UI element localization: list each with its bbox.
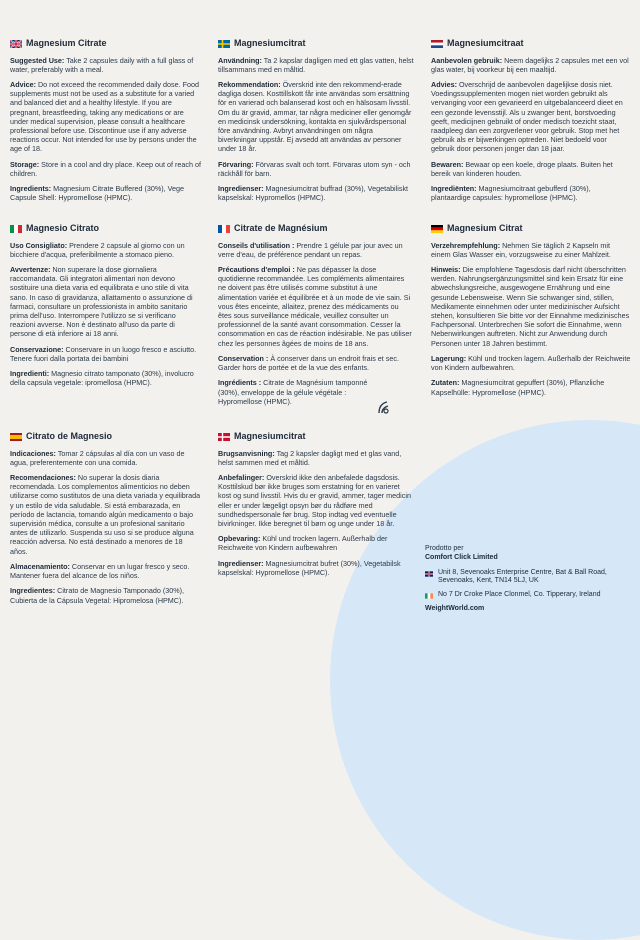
panel-it-usage: Uso Consigliato: Prendere 2 capsule al giorno con un bicchiere d'acqua, preferibilmente a stomaco pieno.	[10, 240, 185, 259]
panel-fr-ingredients: Ingrédients : Citrate de Magnésium tamponné (30%), enveloppe de la gélule végétale : Hypromellose (HPMC).	[218, 378, 368, 406]
produced-for-label: Prodotto per	[425, 545, 464, 552]
panel-it	[10, 223, 202, 394]
panel-nl-advice: Advies: Overschrijd de aanbevolen dagelijkse dosis niet. Voedingssupplementen mogen niet worden gebruikt als vervanging voor een gevarieerd en uitgebalanceerd dieet en een gezonde levensstijl. Als u zwanger bent, borstvoeding geeft, medicijnen gebruikt of onder medisch toezicht staat, raadpleeg dan een zorgverlener voor gebruik. Stop met het gebruik als er bijwerkingen optreden. Niet bedoeld voor gebruik door personen jonger dan 18 jaar.	[431, 79, 623, 154]
panel-fr	[218, 223, 414, 412]
panel-es-advice: Recomendaciones: No superar la dosis diaria recomendada. Los complementos alimenticios no deben utilizarse como sustitutos de una dieta variada y equilibrada y un estilo de vida saludable. Si está embarazada, en período de lactancia, tomando algún medicamento o bajo supervisión médica, consulte a un profesional sanitario antes de utilizarlo. Suspenda su uso si se produce alguna reacción adversa. No está destinado a menores de 18 años.	[10, 472, 201, 556]
panel-de-usage: Verzehrempfehlung: Nehmen Sie täglich 2 Kapseln mit einem Glas Wasser ein, vorzugsweise zu einer Mahlzeit.	[431, 240, 611, 259]
website-link[interactable]: WeightWorld.com	[425, 605, 485, 612]
panel-da-usage: Brugsanvisning: Tag 2 kapsler dagligt med et glas vand, helst sammen med et måltid.	[218, 448, 402, 467]
panel-en-suggested-use: Suggested Use: Take 2 capsules daily with a full glass of water, preferably with a meal.	[10, 55, 194, 74]
panel-da-header	[218, 431, 414, 443]
panel-es-title: Citrato de Magnesio	[26, 431, 113, 441]
flag-se-icon	[218, 40, 230, 48]
panel-sv-header	[218, 38, 414, 50]
flag-es-icon	[10, 433, 22, 441]
panel-da-ingredients: Ingredienser: Magnesiumcitrat bufret (30%), Vegetabilsk kapselskal: Hypromellose (HPMC).	[218, 558, 401, 577]
panel-de	[431, 223, 631, 403]
panel-nl	[431, 38, 631, 209]
panel-sv-advice: Rekommendation: Överskrid inte den rekommend-erade dagliga dosen. Kosttillskott får inte användas som ersättning för en varierad och balanserad kost och en hälsosam livsstil. Om du är gravid, ammar, tar några mediciner eller genomgår en medicinsk undersökning, kontakta en sjukvårdspersonal före användning. Avbryt användningen om några biverkningar uppstår. Ej avsedd att användas av personer under 18 år.	[218, 79, 412, 154]
company-name: Comfort Click Limited	[425, 553, 498, 561]
address-uk-row	[425, 569, 625, 587]
flag-de-icon	[431, 225, 443, 233]
panel-sv-usage: Användning: Ta 2 kapslar dagligen med ett glas vatten, helst tillsammans med en måltid.	[218, 55, 414, 74]
recycle-icon	[377, 400, 389, 414]
flag-uk-icon	[10, 40, 22, 48]
uk-flag-address-icon	[425, 570, 433, 578]
panel-sv-ingredients: Ingredienser: Magnesiumcitrat buffrad (30%), Vegetabiliskt kapselskal: Hypromellos (HPMC).	[218, 184, 409, 203]
panel-da-title: Magnesiumcitrat	[234, 431, 306, 441]
panel-es-ingredients: Ingredientes: Citrato de Magnesio Tamponado (30%), Cubierta de la Cápsula Vegetal: Hipromelosa (HPMC).	[10, 586, 185, 605]
panel-fr-storage: Conservation : À conserver dans un endroit frais et sec. Garder hors de portée et de la vue des enfants.	[218, 353, 399, 373]
flag-nl-icon	[431, 40, 443, 48]
panel-nl-usage: Aanbevolen gebruik: Neem dagelijks 2 capsules met een vol glas water, bij voorkeur bij een maaltijd.	[431, 55, 629, 74]
address-ie: No 7 Dr Croke Place Clonmel, Co. Tipperary, Ireland	[438, 591, 601, 598]
panel-sv-title: Magnesiumcitrat	[234, 38, 306, 48]
panel-nl-title: Magnesiumcitraat	[447, 38, 524, 48]
panel-de-ingredients: Zutaten: Magnesiumcitrat gepuffert (30%), Pflanzliche Kapselhülle: Hypromellose (HPMC).	[431, 378, 605, 397]
panel-sv-storage: Förvaring: Förvaras svalt och torrt. Förvaras utom syn - och räckhåll för barn.	[218, 159, 411, 178]
panel-nl-ingredients: Ingrediënten: Magnesiumcitraat gebufferd (30%), plantaardige capsules: hypromellose (HPMC).	[431, 184, 591, 203]
panel-en-title: Magnesium Citrate	[26, 38, 107, 48]
panel-it-storage: Conservazione: Conservare in un luogo fresco e asciutto. Tenere fuori dalla portata dei bambini	[10, 344, 197, 363]
panel-de-title: Magnesium Citrat	[447, 223, 523, 233]
panel-de-advice: Hinweis: Die empfohlene Tagesdosis darf nicht überschritten werden. Nahrungsergänzungsmittel sind kein Ersatz für eine abwechslungsreiche, ausgewogene Ernährung und eine gesunde Lebensweise. Wenn Sie schwanger sind, stillen, Medikamente einnehmen oder unter medizinischer Aufsicht stehen, konsultieren Sie bitte vor der Einnahme medizinisches Fachpersonal. Unterbrechen Sie sofort die Einnahme, wenn Nebenwirkungen auftreten. Nicht zur Anwendung durch Personen unter 18 Jahren bestimmt.	[431, 264, 630, 348]
panel-it-title: Magnesio Citrato	[26, 223, 100, 233]
panel-es-usage: Indicaciones: Tomar 2 cápsulas al día con un vaso de agua, preferentemente con una comida.	[10, 448, 185, 467]
panel-da-advice: Anbefalinger: Overskrid ikke den anbefalede dagsdosis. Kosttilskud bør ikke bruges som erstatning for en varieret kost og sund livsstil. Hvis du er gravid, ammer, tager medicin eller er under lægeligt opsyn bør du rådføre med sundhedspersonale før brug. Stop indtag ved eventuelle bivirkninger. Ikke beregnet til børn og unge under 18 år.	[218, 472, 411, 529]
panel-nl-header	[431, 38, 631, 50]
panel-en-ingredients: Ingredients: Magnesium Citrate Buffered (30%), Vege Capsule Shell: Hypromellose (HPMC).	[10, 184, 185, 203]
panel-it-ingredients: Ingredienti: Magnesio citrato tamponato (30%), involucro della capsula vegetale: ipromellosa (HPMC).	[10, 369, 194, 388]
address-ie-row	[425, 591, 625, 600]
panel-de-storage: Lagerung: Kühl und trocken lagern. Außerhalb der Reichweite von Kindern aufbewahren.	[431, 353, 631, 373]
panel-fr-advice: Précautions d'emploi : Ne pas dépasser la dose quotidienne recommandée. Les compléments alimentaires ne doivent pas être utilisés comme substitut à une alimentation variée et équilibrée et à un mode de vie sain. Si vous êtes enceinte, allaitez, prenez des médicaments ou êtes sous surveillance médicale, veuillez consulter un professionnel de la santé avant consommation. Cesser la consommation en cas de réaction indésirable. Ne pas utiliser chez les personnes âgées de moins de 18 ans.	[218, 264, 412, 348]
manufacturer-info	[425, 545, 625, 614]
panel-it-header	[10, 223, 202, 235]
panel-en-advice: Advice: Do not exceed the recommended daily dose. Food supplements must not be used as a substitute for a varied and balanced diet and a healthy lifestyle. If you are pregnant, breastfeeding, taking any medications or are under medical supervision, please consult a healthcare professional before use. Discontinue use if any adverse reactions occur. Not intended for use by persons under the age of 18.	[10, 79, 199, 154]
panel-da	[218, 431, 414, 583]
panel-en	[10, 38, 202, 209]
panel-es	[10, 431, 202, 611]
flag-dk-icon	[218, 433, 230, 441]
panel-en-storage: Storage: Store in a cool and dry place. Keep out of reach of children.	[10, 159, 201, 178]
panel-fr-usage: Conseils d'utilisation : Prendre 1 gélule par jour avec un verre d'eau, de préférence pendant un repas.	[218, 240, 403, 259]
address-uk: Unit 8, Sevenoaks Enterprise Centre, Bat & Ball Road, Sevenoaks, Kent, TN14 5LJ, UK	[438, 568, 607, 585]
panel-de-header	[431, 223, 631, 235]
panel-da-storage: Opbevaring: Kühl und trocken lagern. Außerhalb der Reichweite von Kindern aufbewahren	[218, 534, 388, 553]
panel-sv	[218, 38, 414, 209]
ireland-flag-address-icon	[425, 592, 433, 600]
panel-fr-header	[218, 223, 414, 235]
panel-en-header	[10, 38, 202, 50]
panel-fr-title: Citrate de Magnésium	[234, 223, 328, 233]
panel-nl-storage: Bewaren: Bewaar op een koele, droge plaats. Buiten het bereik van kinderen houden.	[431, 159, 613, 178]
flag-it-icon	[10, 225, 22, 233]
flag-fr-icon	[218, 225, 230, 233]
panel-es-storage: Almacenamiento: Conservar en un lugar fresco y seco. Mantener fuera del alcance de los niños.	[10, 561, 190, 581]
panel-es-header	[10, 431, 202, 443]
panel-it-advice: Avvertenze: Non superare la dose giornaliera raccomandata. Gli integratori alimentari non devono sostituire una dieta varia ed equilibrata e uno stile di vita sano. In caso di gravidanza, allattamento o assunzione di farmaci, consultare un professionista in ambito sanitario prima dell'uso. Interrompere l'utilizzo se si verificano reazioni avverse. Non è destinato all'uso da parte di persone di età inferiore ai 18 anni.	[10, 264, 193, 339]
